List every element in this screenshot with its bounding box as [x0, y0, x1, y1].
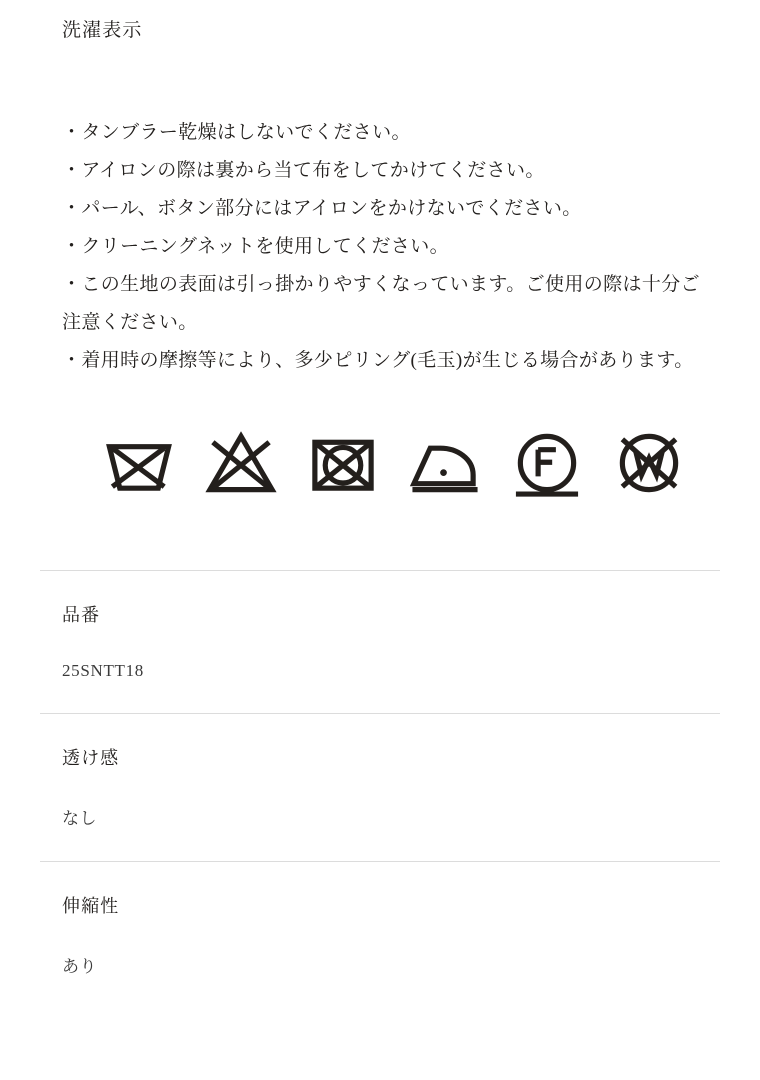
spec-value: なし — [62, 809, 98, 829]
spec-value: あり — [62, 957, 98, 977]
care-note: ・アイロンの際は裏から当て布をしてかけてください。 — [62, 160, 545, 182]
do-not-bleach-icon — [204, 426, 278, 500]
iron-low-temperature-icon — [408, 426, 482, 500]
care-note: ・着用時の摩擦等により、多少ピリング(毛玉)が生じる場合があります。 — [62, 350, 694, 372]
care-note: ・この生地の表面は引っ掛かりやすくなっています。ご使用の際は十分ご注意ください。 — [62, 274, 701, 334]
spec-label: 透け感 — [62, 748, 120, 769]
care-note: ・パール、ボタン部分にはアイロンをかけないでください。 — [62, 198, 582, 220]
spec-item-sheerness — [40, 714, 720, 861]
care-notes-list — [40, 114, 720, 380]
care-symbols-row — [40, 426, 720, 500]
spec-item-stretch — [40, 862, 720, 1009]
care-note: ・タンブラー乾燥はしないでください。 — [62, 122, 411, 144]
spec-label: 伸縮性 — [62, 896, 120, 917]
spec-value: 25SNTT18 — [62, 661, 144, 681]
do-not-wet-clean-icon — [612, 426, 686, 500]
spec-item-product-code — [40, 571, 720, 713]
do-not-tumble-dry-icon — [306, 426, 380, 500]
spec-label: 品番 — [62, 605, 101, 626]
care-note: ・クリーニングネットを使用してください。 — [62, 236, 450, 258]
do-not-wash-icon — [102, 426, 176, 500]
dry-clean-f-icon — [510, 426, 584, 500]
page-title: 洗濯表示 — [62, 20, 143, 41]
